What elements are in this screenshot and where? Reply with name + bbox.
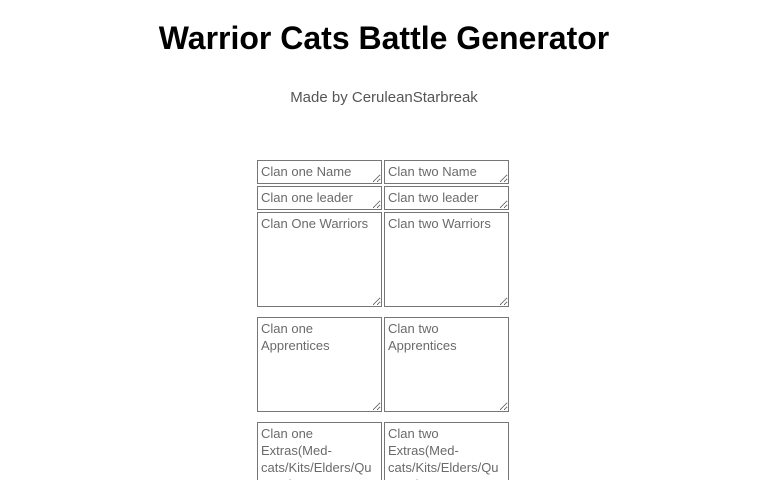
clan-two-apprentices-input[interactable] — [384, 317, 509, 412]
page-subtitle: Made by CeruleanStarbreak — [290, 89, 478, 106]
row-clan-apprentices — [257, 317, 513, 412]
row-clan-leaders — [257, 186, 513, 210]
clan-two-extras-input[interactable] — [384, 422, 509, 480]
spacer-one — [257, 309, 513, 317]
row-clan-extras — [257, 422, 513, 480]
clan-one-extras-input[interactable] — [257, 422, 382, 480]
clan-two-leader-input[interactable] — [384, 186, 509, 210]
clan-one-warriors-input[interactable] — [257, 212, 382, 307]
battle-form — [257, 160, 513, 480]
clan-one-leader-input[interactable] — [257, 186, 382, 210]
row-clan-names — [257, 160, 513, 184]
clan-one-name-input[interactable] — [257, 160, 382, 184]
clan-one-apprentices-input[interactable] — [257, 317, 382, 412]
row-clan-warriors — [257, 212, 513, 307]
spacer-two — [257, 414, 513, 422]
clan-two-name-input[interactable] — [384, 160, 509, 184]
clan-two-warriors-input[interactable] — [384, 212, 509, 307]
page-title: Warrior Cats Battle Generator — [158, 20, 610, 56]
